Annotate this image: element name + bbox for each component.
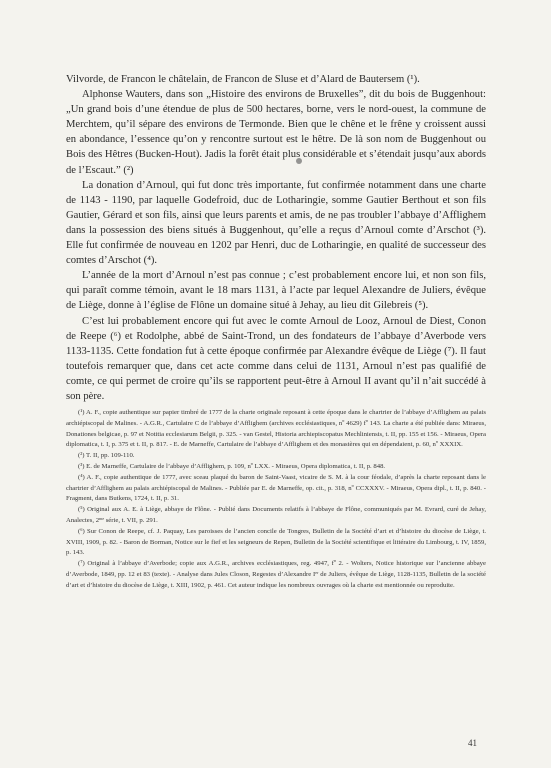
footnote-5: (⁵) Original aux A. E. à Liège, abbaye de Flône. - Publié dans Documents relatifs à l’abbaye de Flône, communiqués par M. Evrard, curé de Jehay, Analectes, 2ᵐᵉ série, t. VII, p. 291. xyxy=(66,506,486,524)
footnote-1: (¹) A. F., copie authentique sur papier timbré de 1777 de la charte originale reposant à cette époque dans le chartrier de l’abbaye d’Afflighem au palais archiépiscopal de Malines. - A.G.R., Cartulaire C de l’abbaye d’Afflighem (archives ecclésiastiques, nº 4629) fº 143. La charte a été publiée dans: Miraeus, Donationes belgicae, p. 97 et Notitia ecclesiarum Belgii, p. 325. - van Gestel, Historia archiepiscopatus Mechliniensis, t. II, pp. 155 et 156. - Miraeus, Opera diplomatica, t. I, p. 375 et t. II, p. 817. - E. de Marneffe, Cartulaire de l’abbaye d’Afflighem et des monastères qui en dépendaient, p. 60, nº XXXIX. xyxy=(66,409,486,449)
footnote-3: (³) E. de Marneffe, Cartulaire de l’abbaye d’Afflighem, p. 109, nº LXX. - Miraeus, Opera diplomatica, t. II, p. 848. xyxy=(78,462,386,470)
paragraph-4: L’année de la mort d’Arnoul n’est pas connue ; c’est probablement encore lui, et non son fils, qui paraît comme témoin, avant le 18 mars 1131, à l’acte par lequel Alexandre de Juliers, évêque de Liège, donne à l’église de Flône un domaine situé à Jehay, au lieu dit Gilebreis (⁵). xyxy=(66,270,486,312)
paragraph-3: La donation d’Arnoul, qui fut donc très importante, fut confirmée notamment dans une charte de 1143 - 1190, par laquelle Godefroid, duc de Lotharingie, somme Gautier Berthout et son fils Gautier, Gérard et son fils, ainsi que leurs parents et amis, de ne pas troubler l’abbaye d’Afflighem dans la possession des biens situés à Buggenhout, qu’elle a reçus d’Arnoul comte d’Arschot (³). Elle fut confirmée de nouveau en 1202 par Henri, duc de Lotharingie, en qualité de successeur des comtes d’Arschot (⁴). xyxy=(66,179,486,267)
footnotes xyxy=(66,408,486,592)
paragraph-5: C’est lui probablement encore qui fut avec le comte Arnoul de Looz, Arnoul de Diest, Conon de Reepe (⁶) et Rodolphe, abbé de Saint-Trond, un des fondateurs de l’abbaye d’Averbode vers 1133-1135. Cette fondation fut à cette époque confirmée par Alexandre évêque de Liège (⁷). Il faut toutefois remarquer que, dans cet acte comme dans celui de 1131, Arnoul n’est pas qualifié de comte, ce qui permet de croire qu’ils se rapportent peut-être à Arnoul II avant qu’il n’ait succédé à son père. xyxy=(66,315,486,402)
footnote-4: (⁴) A. F., copie authentique de 1777, avec sceau plaqué du baron de Saint-Vaast, vicaire de S. M. à la cour féodale, d’après la charte reposant dans le chartrier d’Afflighem au palais archiépiscopal de Malines. - Publiée par E. de Marneffe, op. cit., p. 318, nº CCXXXV. - Miraeus, Opera dipl., t. II, p. 840. - Fragment, dans Butkens, 1724, t. II, p. 31. xyxy=(66,473,486,503)
footnote-6: (⁶) Sur Conon de Reepe, cf. J. Paquay, Les paroisses de l’ancien concile de Tongres, Bulletin de la Société d’art et d’histoire du diocèse de Liège, t. XVIII, 1909, p. 82. - Baron de Borman, Notice sur le fief et les seigneurs de Repen, Bulletin de la Société scientifique et littéraire du Limbourg, t. IV, 1859, p. 143. xyxy=(66,527,486,557)
paragraph-2: Alphonse Wauters, dans son „Histoire des environs de Bruxelles”, dit du bois de Buggenhout: „Un grand bois d’une étendue de plus de 500 hectares, borne, vers le nord-ouest, la commune de Merchtem, qu’il sépare des environs de Termonde. Bien que le chêne et le frêne y croissent aussi en abondance, l’essence qu’on y rencontre surtout est le hêtre. De là son nom de Buggenhout ou Bois des Hêtres (Bucken-Hout). Jadis la forêt était plus considérable et s’étendait jusqu’aux abords de l’Escaut.” (²) xyxy=(66,89,486,176)
footnote-7: (⁷) Original à l’abbaye d’Averbode; copie aux A.G.R., archives ecclésiastiques, reg. 4947, fº 2. - Wolters, Notice historique sur l’ancienne abbaye d’Averbode, 1849, pp. 12 et 83 (texte). - Analyse dans Jules Closon, Regestes d’Alexandre Iᵉʳ de Juliers, évêque de Liège, 1128-1135, Bulletin de la société d’art et d’histoire du diocèse de Liège, t. XIII, 1902, p. 461. Cet auteur indique les nombreux ouvrages où la charte est mentionnée ou reproduite. xyxy=(66,560,486,589)
page-number: 41 xyxy=(468,738,477,748)
paragraph-1: Vilvorde, de Francon le châtelain, de Francon de Sluse et d’Alard de Bautersem (¹). xyxy=(66,74,420,85)
footnote-2: (²) T. II, pp. 109-110. xyxy=(78,452,135,460)
main-text xyxy=(66,72,486,404)
